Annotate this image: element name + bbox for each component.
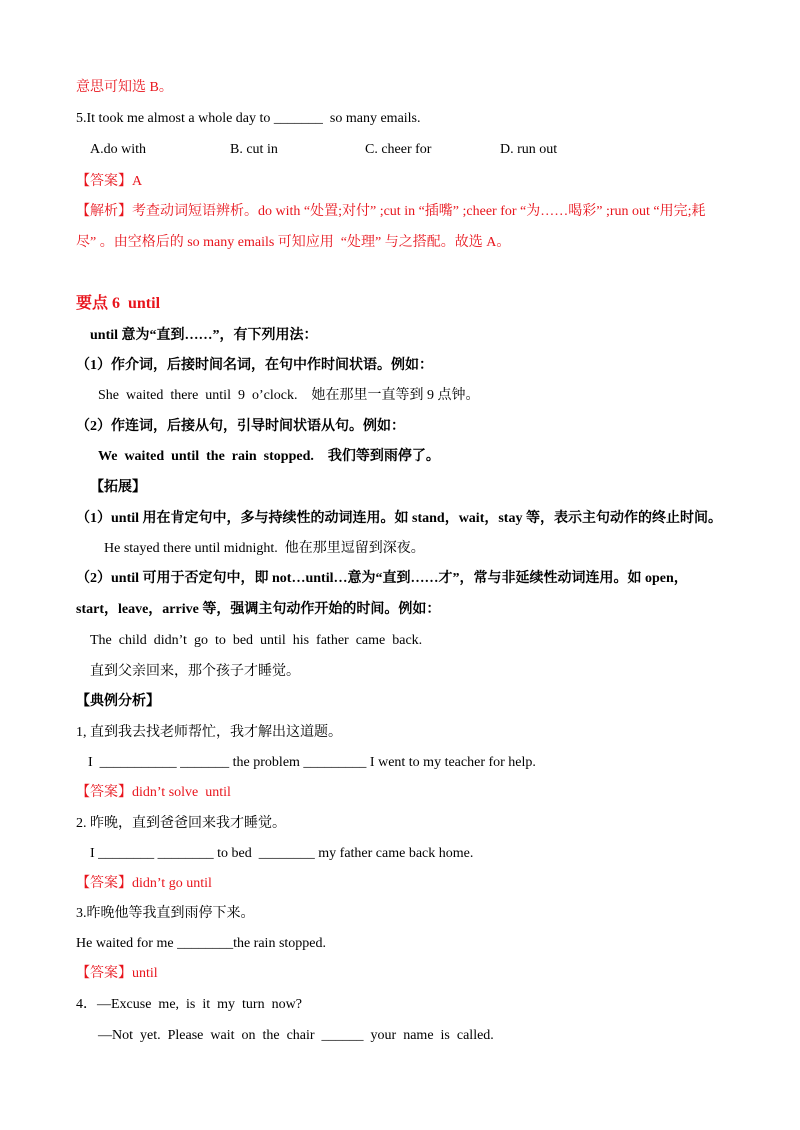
section-6-heading: 要点 6 until xyxy=(76,295,161,312)
example-1-answer: 【答案】didn’t solve until xyxy=(76,785,231,800)
extension-2-example-english: The child didn’t go to bed until his father came back. xyxy=(90,633,423,648)
question-5-option-b: B. cut in xyxy=(230,142,278,157)
example-2-question: 2. 昨晚，直到爸爸回来我才睡觉。 xyxy=(76,816,286,831)
extension-1-example: He stayed there until midnight. 他在那里逗留到深夜。 xyxy=(104,541,425,556)
example-2-fill: I ________ ________ to bed ________ my father came back home. xyxy=(90,846,474,861)
question-5-option-d: D. run out xyxy=(500,142,558,157)
question-5-analysis-line-1: 【解析】考查动词短语辨析。do with “处置;对付” ;cut in “插嘴” ;cheer for “为……喝彩” ;run out “用完;耗 xyxy=(76,204,706,219)
example-4-question: 4．—Excuse me, is it my turn now? xyxy=(76,997,302,1012)
question-5-stem: 5.It took me almost a whole day to _______ so many emails. xyxy=(76,111,421,126)
usage-2-title: （2）作连词，后接从句，引导时间状语从句。例如： xyxy=(76,419,405,434)
extension-1-title: （1）until 用在肯定句中，多与持续性的动词连用。如 stand，wait，stay 等，表示主句动作的终止时间。 xyxy=(76,511,722,526)
usage-2-example: We waited until the rain stopped. 我们等到雨停了。 xyxy=(98,449,440,464)
question-5-analysis-line-2: 尽” 。由空格后的 so many emails 可知应用 “处理” 与之搭配。故选 A。 xyxy=(76,235,511,250)
extension-2-title-line-2: start，leave，arrive 等，强调主句动作开始的时间。例如： xyxy=(76,602,441,617)
examples-heading: 【典例分析】 xyxy=(76,694,160,709)
example-3-question: 3.昨晚他等我直到雨停下来。 xyxy=(76,906,255,921)
extension-2-example-chinese: 直到父亲回来，那个孩子才睡觉。 xyxy=(90,664,300,679)
extension-2-title-line-1: （2）until 可用于否定句中，即 not…until…意为“直到……才”，常与非延续性动词连用。如 open， xyxy=(76,571,688,586)
extension-heading: 【拓展】 xyxy=(90,480,146,495)
usage-1-title: （1）作介词，后接时间名词，在句中作时间状语。例如： xyxy=(76,358,433,373)
example-1-question: 1, 直到我去找老师帮忙，我才解出这道题。 xyxy=(76,725,342,740)
usage-1-example: She waited there until 9 o’clock. 她在那里一直等到 9 点钟。 xyxy=(98,388,480,403)
example-2-answer: 【答案】didn’t go until xyxy=(76,876,212,891)
question-5-option-a: A.do with xyxy=(90,142,146,157)
section-6-intro: until 意为“直到……”，有下列用法： xyxy=(90,328,318,343)
question-5-answer: 【答案】A xyxy=(76,174,143,189)
example-3-fill: He waited for me ________the rain stopped. xyxy=(76,936,326,951)
example-1-fill: I ___________ _______ the problem _________ I went to my teacher for help. xyxy=(88,755,536,770)
example-4-reply: —Not yet. Please wait on the chair ______ your name is called. xyxy=(98,1028,494,1043)
question-5-option-c: C. cheer for xyxy=(365,142,432,157)
example-3-answer: 【答案】until xyxy=(76,966,158,981)
previous-answer-tail: 意思可知选 B。 xyxy=(76,80,173,95)
